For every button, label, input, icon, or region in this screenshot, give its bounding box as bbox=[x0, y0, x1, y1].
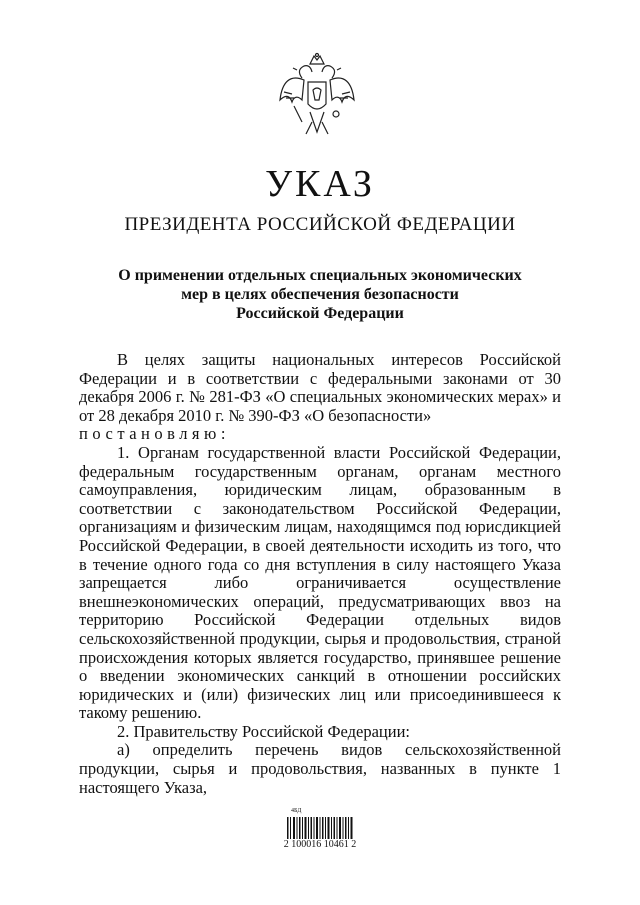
decree-word: постановляю: bbox=[79, 424, 230, 444]
decree-heading bbox=[100, 266, 540, 323]
russian-coat-of-arms-icon bbox=[272, 52, 362, 152]
barcode-mark: 4БД bbox=[291, 808, 302, 814]
decree-body bbox=[79, 351, 561, 797]
item-2-paragraph: 2. Правительству Российской Федерации: bbox=[117, 721, 410, 741]
document-title: УКАЗ bbox=[265, 163, 375, 205]
item-2a-paragraph: а) определить перечень видов сельскохозяйственной продукции, сырья и продовольствия, названных в пункте 1 настоящего Указа, bbox=[79, 740, 561, 797]
document-subtitle: ПРЕЗИДЕНТА РОССИЙСКОЙ ФЕДЕРАЦИИ bbox=[124, 214, 516, 235]
preamble-paragraph: В целях защиты национальных интересов Российской Федерации и в соответствии с федеральными законами от 30 декабря 2006 г. № 281-ФЗ «О специальных экономических мерах» и от 28 декабря 2010 г. № 390-ФЗ «О безопасности» bbox=[79, 350, 561, 425]
item-1-paragraph: 1. Органам государственной власти Российской Федерации, федеральным государственным органам, органам местного самоуправления, юридическим лицам, образованным в соответствии с законодательством Российской Федерации, организациям и физическим лицам, находящимся под юрисдикцией Российской Федерации, в своей деятельности исходить из того, что в течение одного года со дня вступления в силу настоящего Указа запрещается либо ограничивается осуществление внешнеэкономических операций, предусматривающих ввоз на территорию Российской Федерации отдельных видов сельскохозяйственной продукции, сырья и продовольствия, страной происхождения которых является государство, принявшее решение о введении экономических санкций в отношении российских юридических и (или) физических лиц или присоединившееся к такому решению. bbox=[79, 442, 561, 723]
heading-line: мер в целях обеспечения безопасности bbox=[181, 286, 459, 303]
heading-line: Российской Федерации bbox=[236, 305, 404, 322]
heading-line: О применении отдельных специальных экономических bbox=[118, 267, 522, 284]
barcode-number: 2 100016 10461 2 bbox=[283, 839, 357, 850]
